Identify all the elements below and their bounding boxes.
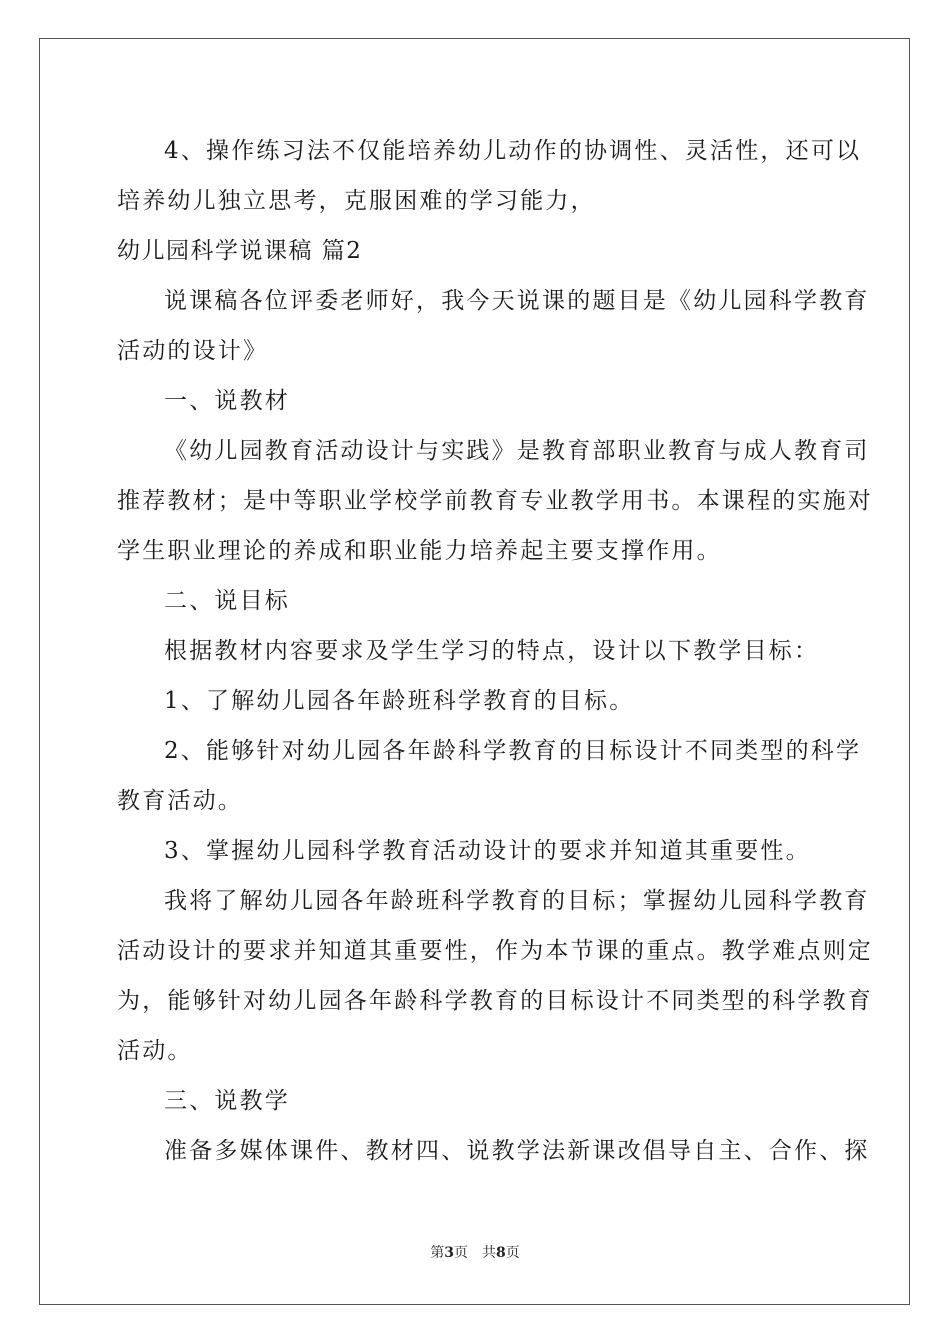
paragraph-line: 为，能够针对幼儿园各年龄科学教育的目标设计不同类型的科学教育 <box>117 988 873 1014</box>
paragraph-line: 《幼儿园教育活动设计与实践》是教育部职业教育与成人教育司 <box>164 438 870 464</box>
paragraph-line: 准备多媒体课件、教材四、说教学法新课改倡导自主、合作、探 <box>164 1138 870 1164</box>
paragraph-line: 推荐教材；是中等职业学校学前教育专业教学用书。本课程的实施对 <box>117 488 873 514</box>
paragraph-line: 4、操作练习法不仅能培养幼儿动作的协调性、灵活性，还可以 <box>164 138 862 164</box>
list-item: 3、掌握幼儿园科学教育活动设计的要求并知道其重要性。 <box>164 838 811 864</box>
paragraph-line: 培养幼儿独立思考，克服困难的学习能力， <box>117 188 596 214</box>
paragraph-line: 活动的设计》 <box>117 338 269 364</box>
paragraph-line: 活动。 <box>117 1038 193 1064</box>
paragraph-line: 活动设计的要求并知道其重要性，作为本节课的重点。教学难点则定 <box>117 938 873 964</box>
list-item: 2、能够针对幼儿园各年龄科学教育的目标设计不同类型的科学 <box>164 738 862 764</box>
page-number: 第3页 <box>430 1245 468 1261</box>
paragraph-line: 教育活动。 <box>117 788 243 814</box>
page-footer <box>0 1244 950 1262</box>
page-total: 共8页 <box>482 1245 520 1261</box>
paragraph-line: 根据教材内容要求及学生学习的特点，设计以下教学目标： <box>164 638 820 664</box>
paragraph-line: 说课稿各位评委老师好，我今天说课的题目是《幼儿园科学教育 <box>164 288 870 314</box>
section-title: 幼儿园科学说课稿 篇2 <box>117 238 363 264</box>
paragraph-line: 我将了解幼儿园各年龄班科学教育的目标；掌握幼儿园科学教育 <box>164 888 870 914</box>
paragraph-line: 学生职业理论的养成和职业能力培养起主要支撑作用。 <box>117 538 722 564</box>
section-heading: 三、说教学 <box>164 1088 290 1114</box>
section-heading: 二、说目标 <box>164 588 290 614</box>
list-item: 1、了解幼儿园各年龄班科学教育的目标。 <box>164 688 635 714</box>
section-heading: 一、说教材 <box>164 388 290 414</box>
